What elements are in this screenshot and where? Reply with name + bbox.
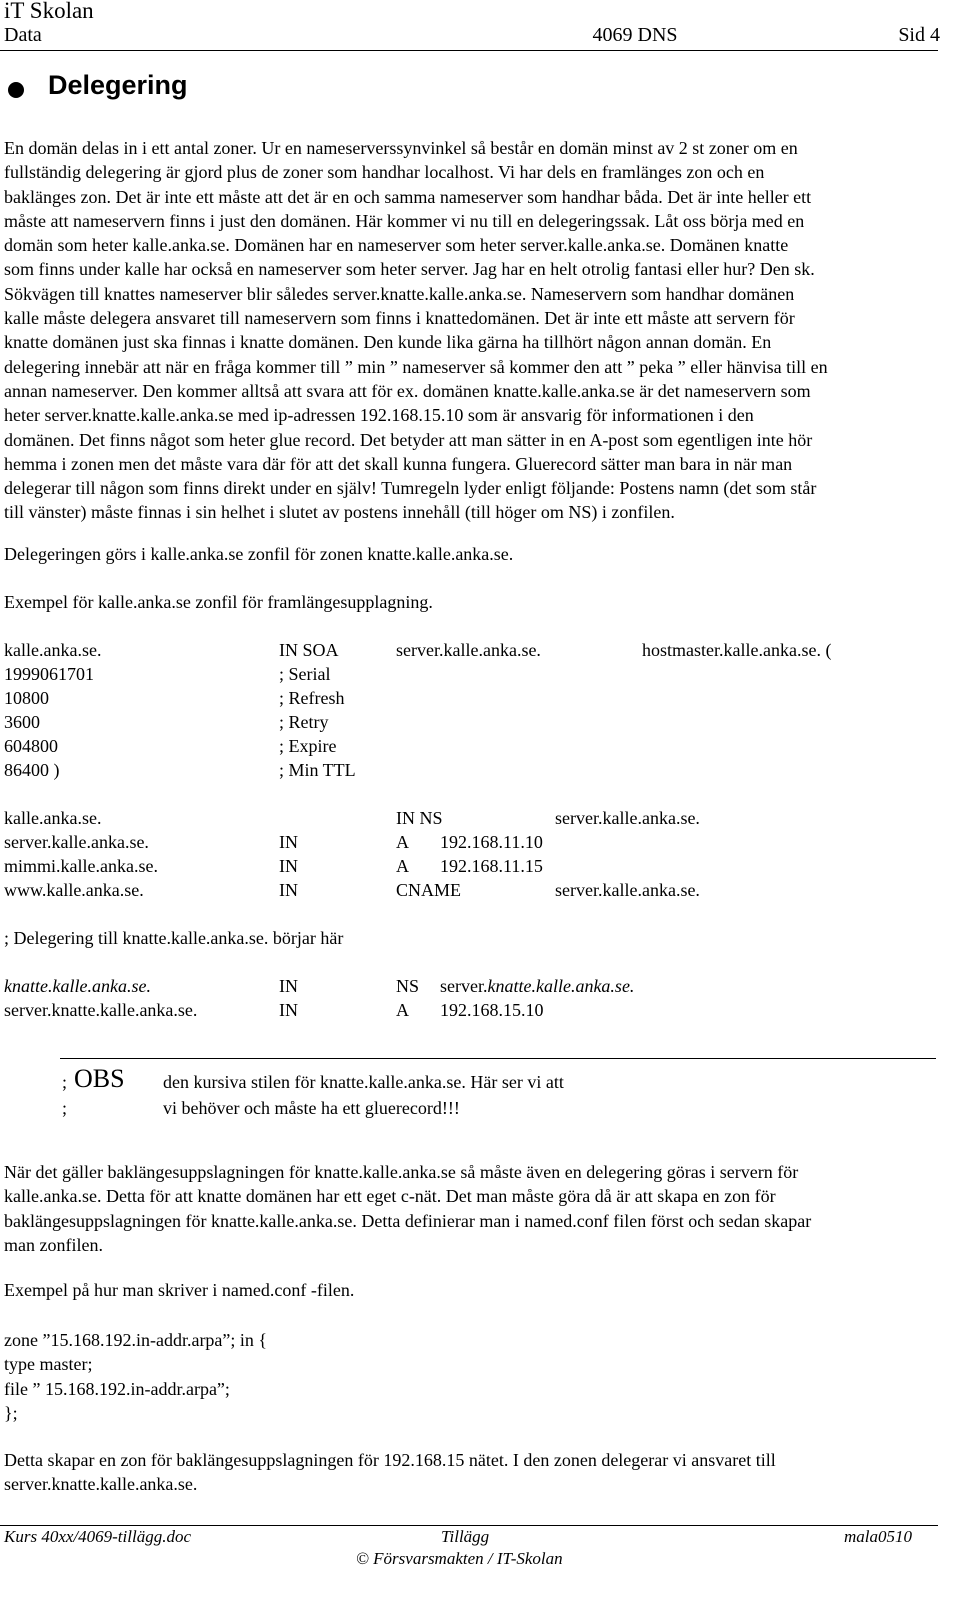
text-line: till vänster) måste finnas i sin helhet i slutet av postens innehåll (till höger om NS) i zonfilen. <box>4 502 675 523</box>
obs-line-1: den kursiva stilen för knatte.kalle.anka.se. Här ser vi att <box>163 1072 564 1092</box>
code-line: type master; <box>4 1354 93 1375</box>
header-center: 4069 DNS <box>592 24 678 46</box>
text-line: En domän delas in i ett antal zoner. Ur en nameserverssynvinkel så består en domän minst av 2 st zoner om en <box>4 138 798 158</box>
text-line: heter server.knatte.kalle.anka.se med ip-adressen 192.168.15.10 som är ansvarig för informationen i den <box>4 405 754 426</box>
footer-rule <box>0 1525 938 1526</box>
record-type: A <box>396 832 409 852</box>
footer-left: Kurs 40xx/4069-tillägg.doc <box>4 1527 191 1546</box>
code-line: file ” 15.168.192.in-addr.arpa”; <box>4 1378 230 1399</box>
deleg-record-data <box>440 976 634 997</box>
record-data: 192.168.11.10 <box>440 832 543 852</box>
delegation-comment: ; Delegering till knatte.kalle.anka.se. börjar här <box>4 928 344 948</box>
soa-comment: ; Refresh <box>279 688 345 708</box>
obs-semicolon: ; <box>62 1098 68 1118</box>
delegation-note: Delegeringen görs i kalle.anka.se zonfil för zonen knatte.kalle.anka.se. <box>4 544 514 564</box>
text-line: delegerar till någon som finns direkt under en själv! Tumregeln lyder enligt följande: Postens namn (det som står <box>4 478 817 499</box>
text-line: hemma i zonen men det måste vara där för att det skall kunna fungera. Gluerecord sätter man bara in när man <box>4 453 793 474</box>
glue-record-class: IN <box>279 1000 298 1020</box>
record-data: 192.168.11.15 <box>440 856 543 876</box>
soa-value: 3600 <box>4 712 40 732</box>
code-line: zone ”15.168.192.in-addr.arpa”; in { <box>4 1330 268 1350</box>
soa-server: server.kalle.anka.se. <box>396 640 541 660</box>
record-class: IN <box>279 880 298 900</box>
text-line: server.knatte.kalle.anka.se. <box>4 1474 198 1495</box>
text-line: Detta skapar en zon för baklängesuppslagningen för 192.168.15 nätet. I den zonen delegerar vi ansvaret till <box>4 1450 776 1470</box>
soa-comment: ; Retry <box>279 712 329 732</box>
record-data: server.kalle.anka.se. <box>555 880 700 900</box>
text-line: måste att nameservern finns i just den domänen. Här kommer vi nu till en delegeringssak. Låt oss börja med en <box>4 210 805 231</box>
deleg-record-name: knatte.kalle.anka.se. <box>4 976 151 996</box>
text-line: domänen. Det finns något som heter glue record. Det betyder att man sätter in en A-post som egentligen inte hör <box>4 429 813 450</box>
footer-right: mala0510 <box>844 1527 912 1546</box>
obs-semicolon: ; <box>62 1072 68 1092</box>
named-title: Exempel på hur man skriver i named.conf -filen. <box>4 1280 355 1300</box>
intro-paragraph <box>4 136 936 525</box>
soa-comment: ; Serial <box>279 664 331 684</box>
soa-name: kalle.anka.se. <box>4 640 102 660</box>
footer-center: Tillägg <box>441 1527 490 1546</box>
obs-line-2: vi behöver och måste ha ett gluerecord!!! <box>163 1098 460 1118</box>
record-name: kalle.anka.se. <box>4 808 102 828</box>
text-line: Sökvägen till knattes nameserver blir således server.knatte.kalle.anka.se. Nameservern som handhar domänen <box>4 283 795 304</box>
closing-paragraph <box>4 1448 936 1497</box>
soa-contact: hostmaster.kalle.anka.se. ( <box>642 640 832 660</box>
text-line: kalle.anka.se. Detta för att knatte domänen har ett eget c-nät. Det man måste göra då är att skapa en zon för <box>4 1186 776 1207</box>
record-type: IN NS <box>396 808 443 828</box>
deleg-record-type: NS <box>396 976 420 996</box>
text-line: När det gäller baklängesuppslagningen för knatte.kalle.anka.se så måste även en delegering göras i servern för <box>4 1162 799 1182</box>
deleg-data-italic: knatte.kalle.anka.se. <box>487 976 635 996</box>
glue-record-type: A <box>396 1000 409 1020</box>
text-line: kalle måste delegera ansvaret till nameservern som finns i knattedomänen. Det är inte ett måste att servern för <box>4 308 795 329</box>
text-line: baklängesuppslagningen för knatte.kalle.anka.se. Detta definierar man i named.conf filen först och sedan skapar <box>4 1210 812 1231</box>
soa-comment: ; Min TTL <box>279 760 356 780</box>
record-type: A <box>396 856 409 876</box>
record-name: www.kalle.anka.se. <box>4 880 144 900</box>
text-line: fullständig delegering är gjord plus de zoner som handhar localhost. Vi har dels en framlänges zon och en <box>4 162 765 183</box>
text-line: som finns under kalle har också en nameserver som heter server. Jag har en helt otrolig fantasi eller hur? Den sk. <box>4 259 815 280</box>
text-line: baklänges zon. Det är inte ett måste att det är en och samma nameserver som handhar båda. Det är inte heller ett <box>4 186 812 207</box>
bullet-icon <box>8 82 24 98</box>
header-right: Sid 4 <box>898 24 940 46</box>
glue-record-data: 192.168.15.10 <box>440 1000 544 1020</box>
text-line: delegering innebär att när en fråga kommer till ” min ” nameserver så kommer den att ” peka ” eller hänvisa till en <box>4 356 828 377</box>
obs-label: OBS <box>74 1064 125 1093</box>
record-class: IN <box>279 832 298 852</box>
deleg-record-class: IN <box>279 976 298 996</box>
text-line: annan nameserver. Den kommer alltså att svara att för ex. domänen knatte.kalle.anka.se är det nameservern som <box>4 380 811 401</box>
header-rule <box>0 50 938 51</box>
obs-divider <box>60 1058 936 1059</box>
record-name: mimmi.kalle.anka.se. <box>4 856 158 876</box>
soa-value: 1999061701 <box>4 664 94 684</box>
footer-copyright: © Försvarsmakten / IT-Skolan <box>356 1549 563 1568</box>
soa-comment: ; Expire <box>279 736 337 756</box>
text-line: knatte domänen just ska finnas i knatte domänen. Den kunde lika gärna ha tillhört någon annan domän. En <box>4 332 772 353</box>
soa-type: IN SOA <box>279 640 339 660</box>
reverse-paragraph <box>4 1160 936 1257</box>
deleg-data-prefix: server. <box>440 976 488 996</box>
record-class: IN <box>279 856 298 876</box>
named-conf-block <box>4 1328 936 1425</box>
record-name: server.kalle.anka.se. <box>4 832 149 852</box>
header-left: Data <box>4 24 42 46</box>
record-data: server.kalle.anka.se. <box>555 808 700 828</box>
record-type: CNAME <box>396 880 462 900</box>
code-line: }; <box>4 1402 18 1423</box>
text-line: man zonfilen. <box>4 1234 103 1255</box>
school-name: iT Skolan <box>4 0 94 23</box>
example-title: Exempel för kalle.anka.se zonfil för framlängesupplagning. <box>4 592 433 612</box>
page-header <box>4 24 940 47</box>
text-line: domän som heter kalle.anka.se. Domänen har en nameserver som heter server.kalle.anka.se. Domänen knatte <box>4 235 789 256</box>
soa-value: 86400 ) <box>4 760 60 780</box>
glue-record-name: server.knatte.kalle.anka.se. <box>4 1000 198 1020</box>
section-title: Delegering <box>48 70 188 100</box>
soa-value: 604800 <box>4 736 58 756</box>
soa-value: 10800 <box>4 688 49 708</box>
